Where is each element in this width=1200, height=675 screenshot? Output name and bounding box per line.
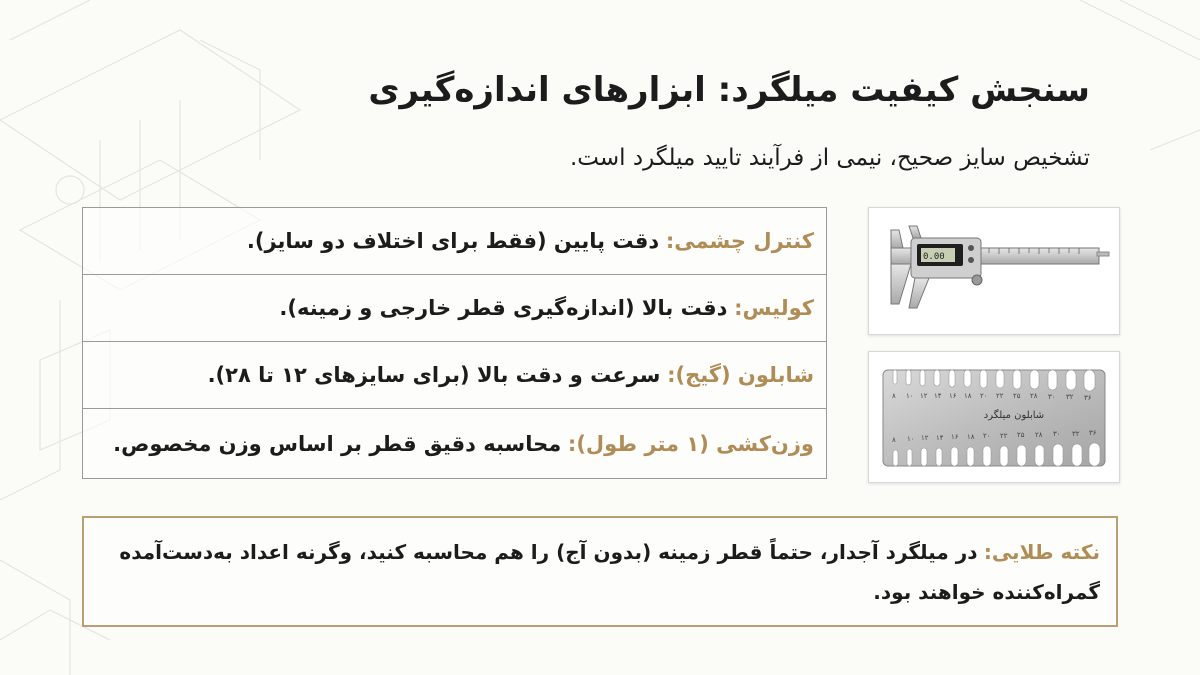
gauge-number: ۱۸ <box>964 392 972 400</box>
caliper-photo <box>868 207 1120 335</box>
measurement-methods-table <box>82 207 827 479</box>
gauge-engraved-label: شابلون میلگرد <box>983 410 1045 421</box>
gauge-number: ۲۲ <box>996 392 1004 400</box>
gauge-number: ۳۶ <box>1084 394 1092 402</box>
gauge-number: ۳۰ <box>1053 430 1061 438</box>
method-row-weighing <box>83 409 826 479</box>
gauge-number: ۳۲ <box>1072 430 1080 438</box>
method-row-gauge <box>83 342 826 409</box>
gauge-number: ۲۸ <box>1030 392 1038 400</box>
slide-title: سنجش کیفیت میلگرد: ابزارهای اندازه‌گیری <box>368 70 1090 110</box>
method-keyword: کولیس: <box>734 296 814 320</box>
method-description: دقت بالا (اندازه‌گیری قطر خارجی و زمینه). <box>279 296 728 320</box>
gauge-number: ۱۸ <box>967 433 975 441</box>
method-keyword: وزن‌کشی (۱ متر طول): <box>567 432 814 456</box>
method-description: محاسبه دقیق قطر بر اساس وزن مخصوص. <box>113 432 562 456</box>
gauge-number: ۱۶ <box>949 392 957 400</box>
gauge-number: ۲۵ <box>1013 392 1021 400</box>
gauge-number: ۲۰ <box>983 432 991 440</box>
gauge-number: ۳۶ <box>1089 429 1097 437</box>
gauge-number: ۱۴ <box>934 392 942 400</box>
method-description: سرعت و دقت بالا (برای سایزهای ۱۲ تا ۲۸). <box>207 363 661 387</box>
tip-text: در میلگرد آجدار، حتماً قطر زمینه (بدون آج) را هم محاسبه کنید، وگرنه اعداد به‌دست‌آمده گمراه‌کننده خواهند بود. <box>119 540 1100 604</box>
rebar-gauge-photo <box>868 351 1120 483</box>
method-keyword: کنترل چشمی: <box>665 229 814 253</box>
gauge-number: ۱۲ <box>920 392 928 400</box>
gauge-number: ۸ <box>892 436 896 444</box>
gauge-number: ۱۲ <box>921 434 929 442</box>
caliper-icon <box>869 208 1119 334</box>
gauge-number: ۲۸ <box>1035 431 1043 439</box>
method-description: دقت پایین (فقط برای اختلاف دو سایز). <box>246 229 660 253</box>
method-row-caliper <box>83 275 826 342</box>
gauge-number: ۳۰ <box>1048 393 1056 401</box>
gauge-number: ۱۴ <box>936 434 944 442</box>
gauge-number: ۳۲ <box>1066 393 1074 401</box>
golden-tip-box <box>82 516 1118 627</box>
gauge-number: ۲۰ <box>980 392 988 400</box>
rebar-gauge-icon <box>869 352 1119 482</box>
gauge-number: ۲۲ <box>1000 432 1008 440</box>
gauge-number: ۲۵ <box>1017 431 1025 439</box>
gauge-number: ۱۰ <box>906 392 914 400</box>
gauge-number: ۸ <box>892 392 896 400</box>
slide-subtitle: تشخیص سایز صحیح، نیمی از فرآیند تایید میلگرد است. <box>569 145 1090 171</box>
method-row-visual <box>83 208 826 275</box>
tip-keyword: نکته طلایی: <box>983 540 1100 564</box>
gauge-number: ۱۰ <box>907 435 915 443</box>
method-keyword: شابلون (گیج): <box>667 363 814 387</box>
gauge-number: ۱۶ <box>951 433 959 441</box>
caliper-display-readout: 0.00 <box>923 252 945 262</box>
